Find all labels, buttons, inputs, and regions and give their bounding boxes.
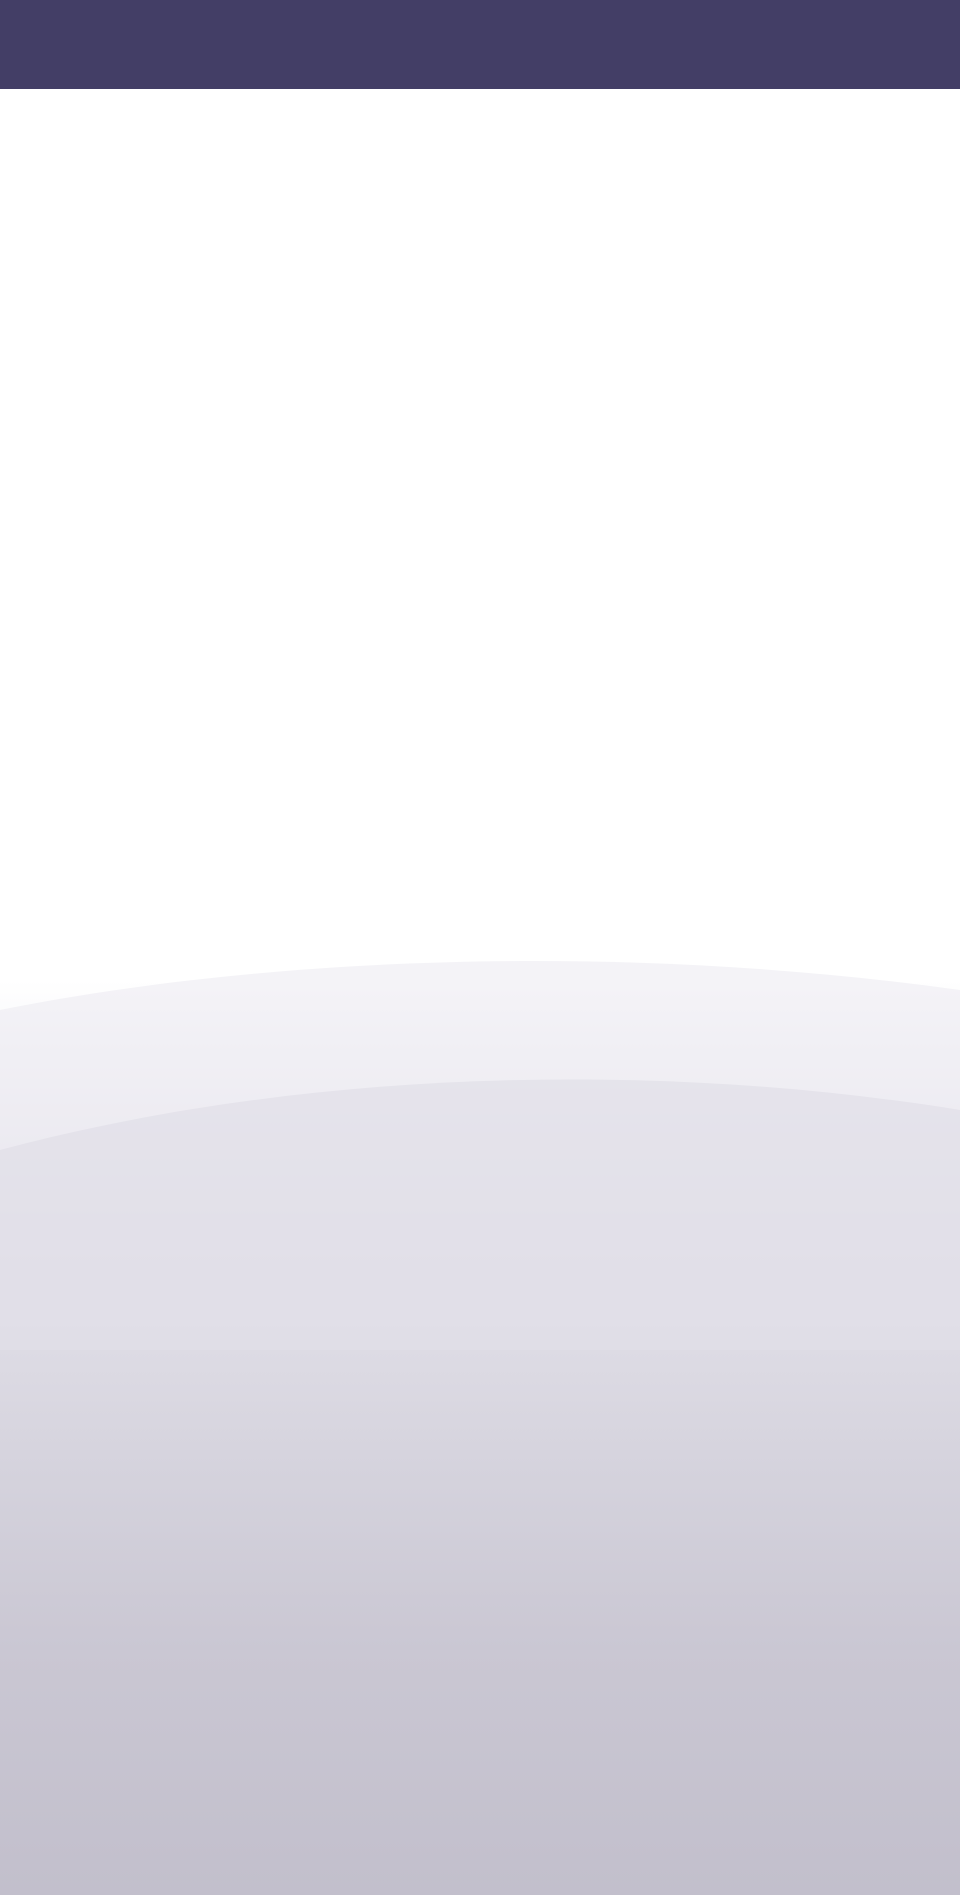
- header-bar: [0, 0, 960, 89]
- background-swoosh: [0, 950, 960, 1350]
